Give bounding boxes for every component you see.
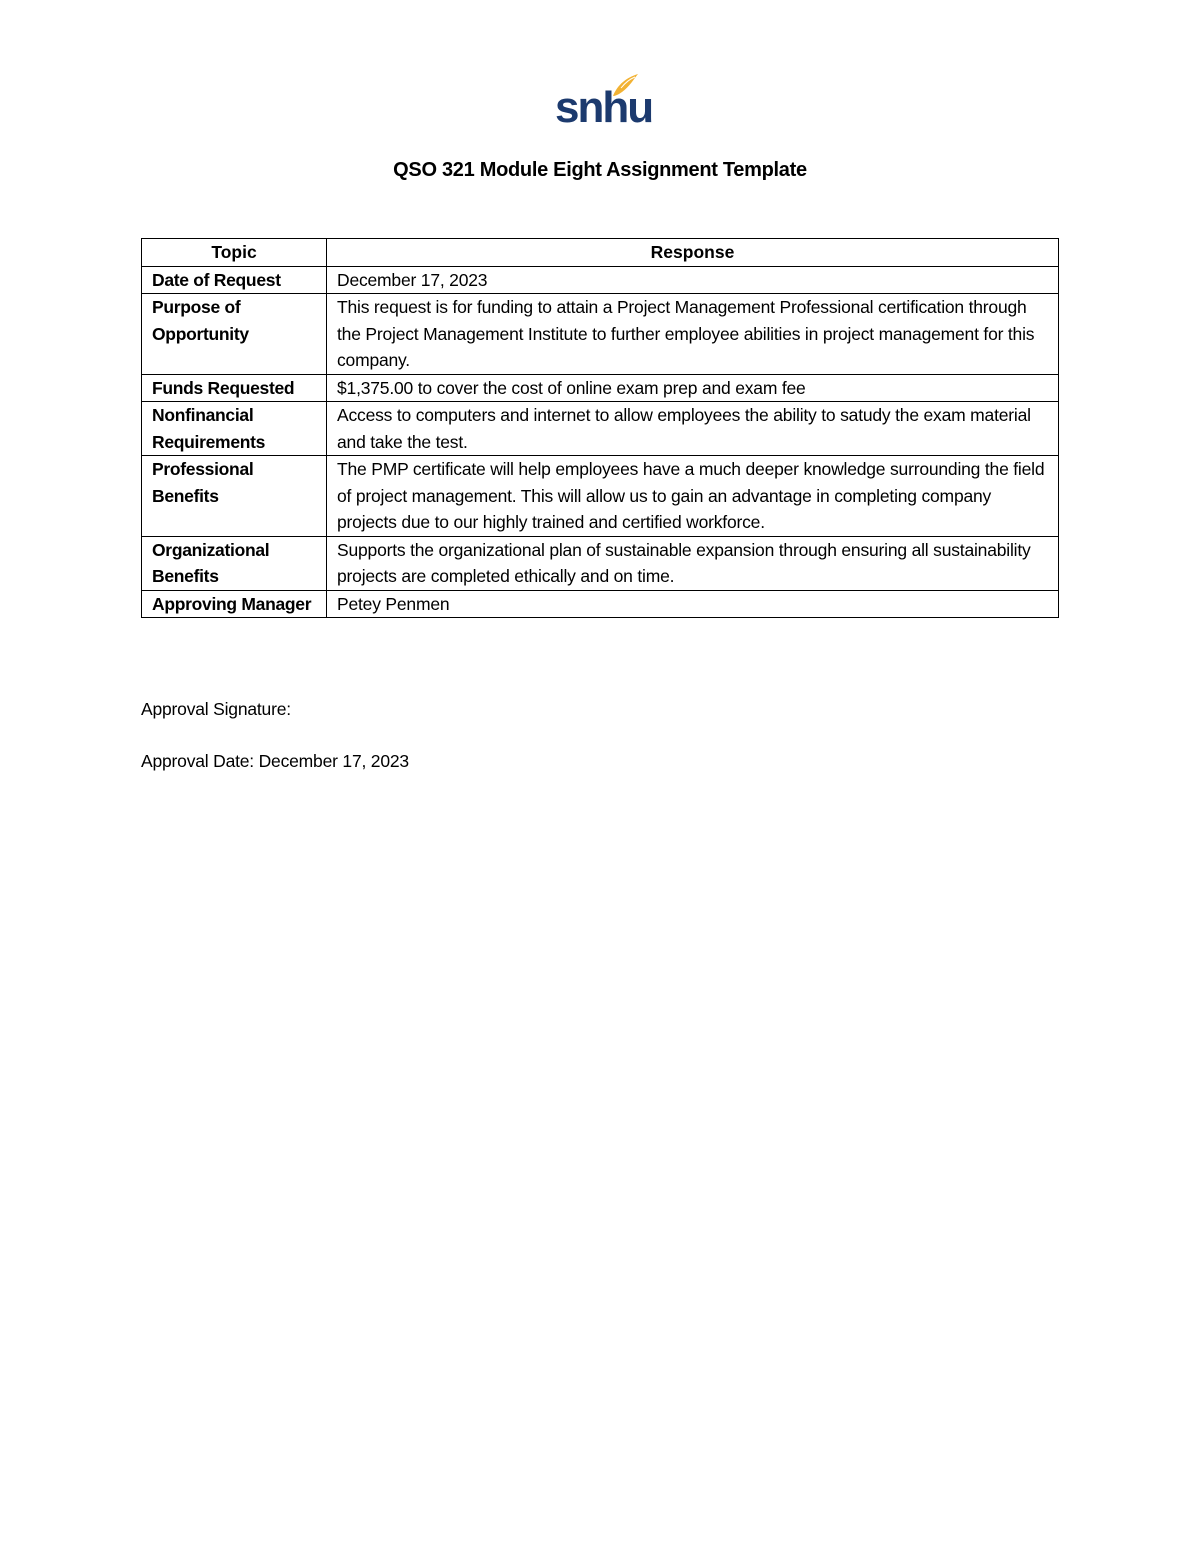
topic-cell: Funds Requested xyxy=(142,374,327,402)
approval-signature-label: Approval Signature: xyxy=(141,699,291,719)
response-cell: $1,375.00 to cover the cost of online exam prep and exam fee xyxy=(327,374,1059,402)
snhu-logo xyxy=(555,72,653,134)
header-response: Response xyxy=(327,239,1059,267)
topic-cell: Organizational Benefits xyxy=(142,536,327,590)
response-cell: This request is for funding to attain a Project Management Professional certification through the Project Management Institute to further employee abilities in project management for this company. xyxy=(327,294,1059,375)
header-topic: Topic xyxy=(142,239,327,267)
response-cell: Access to computers and internet to allow employees the ability to satudy the exam material and take the test. xyxy=(327,402,1059,456)
response-cell: The PMP certificate will help employees have a much deeper knowledge surrounding the field of project management. This will allow us to gain an advantage in completing company projects due to our highly trained and certified workforce. xyxy=(327,456,1059,537)
topic-cell: Professional Benefits xyxy=(142,456,327,537)
response-cell: Petey Penmen xyxy=(327,590,1059,618)
flame-leaf-icon xyxy=(611,72,639,98)
response-cell: Supports the organizational plan of sustainable expansion through ensuring all sustainability projects are completed ethically and on time. xyxy=(327,536,1059,590)
topic-cell: Date of Request xyxy=(142,266,327,294)
table-row xyxy=(142,456,1059,537)
response-cell: December 17, 2023 xyxy=(327,266,1059,294)
logo-wordmark: snhu xyxy=(555,83,653,132)
table-header-row xyxy=(142,239,1059,267)
topic-cell: Purpose of Opportunity xyxy=(142,294,327,375)
table-row xyxy=(142,374,1059,402)
topic-cell: Nonfinancial Requirements xyxy=(142,402,327,456)
approval-date: Approval Date: December 17, 2023 xyxy=(141,751,409,771)
table-row xyxy=(142,402,1059,456)
table-row xyxy=(142,294,1059,375)
document-title: QSO 321 Module Eight Assignment Template xyxy=(393,159,807,181)
topic-cell: Approving Manager xyxy=(142,590,327,618)
assignment-table xyxy=(141,238,1059,618)
table-row xyxy=(142,590,1059,618)
table-row xyxy=(142,536,1059,590)
table-row xyxy=(142,266,1059,294)
